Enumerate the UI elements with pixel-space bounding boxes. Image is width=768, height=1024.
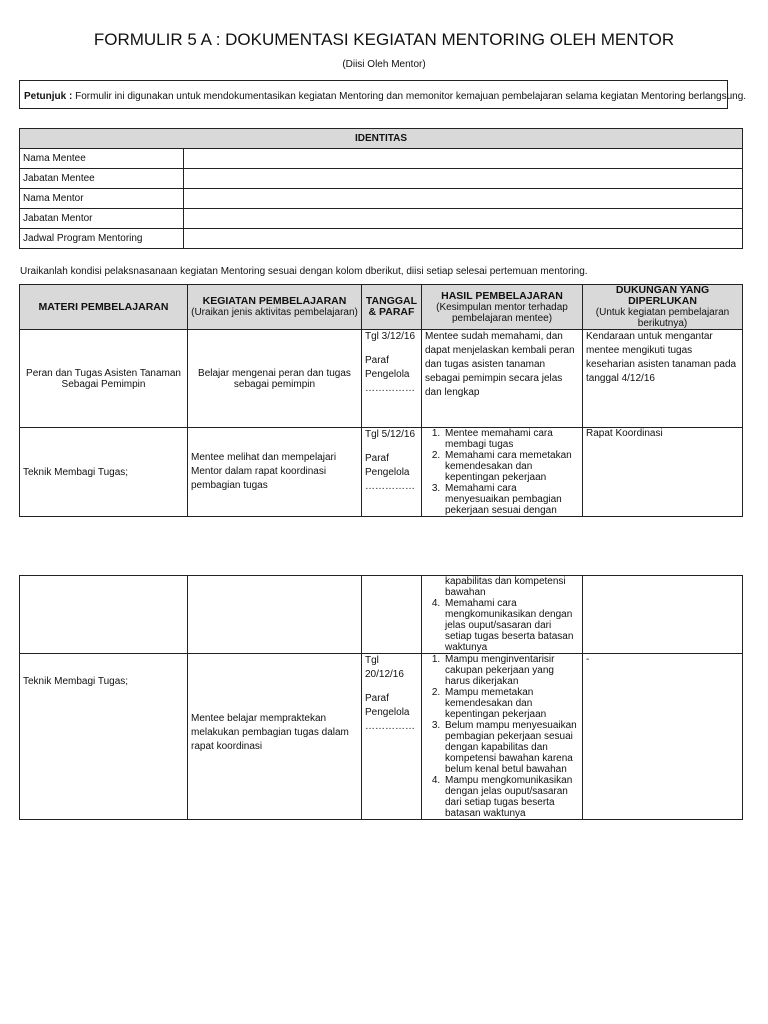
list-item: 3. Belum mampu menyesuaikan pembagian pekerjaan sesuai dengan kapabilitas dan kompetensi bawahan karena belum kenal betul bawahan (443, 720, 579, 775)
date-text: Tgl 5/12/16 (365, 429, 416, 440)
paraf-label: Paraf Pengelola (365, 693, 410, 718)
col-header-dukungan: DUKUNGAN YANG DIPERLUKAN (Untuk kegiatan pembelajaran berikutnya) (583, 285, 743, 330)
materi-cell (20, 576, 188, 654)
materi-cell: Teknik Membagi Tugas; (20, 654, 188, 820)
materi-cell: Peran dan Tugas Asisten Tanaman Sebagai Pemimpin (20, 330, 188, 428)
mentoring-table (19, 284, 743, 517)
table-row (20, 428, 743, 517)
continuation-text: kapabilitas dan kompetensi bawahan (445, 576, 566, 598)
identity-label: Jabatan Mentor (20, 209, 184, 229)
dukungan-cell: Rapat Koordinasi (583, 428, 743, 517)
identity-row (20, 189, 743, 209)
tanggal-cell (362, 428, 422, 517)
kegiatan-cell (188, 576, 362, 654)
paraf-label: Paraf Pengelola (365, 453, 410, 478)
list-item: 2. Memahami cara memetakan kemendesakan dan kepentingan pekerjaan (443, 450, 579, 483)
identity-table (19, 128, 743, 249)
col-header-tanggal: TANGGAL & PARAF (362, 285, 422, 330)
hasil-list (425, 598, 579, 653)
table-row (20, 330, 743, 428)
materi-cell: Teknik Membagi Tugas; (20, 428, 188, 517)
identity-value-field[interactable] (184, 189, 743, 209)
mentoring-table-continued (19, 575, 743, 820)
kegiatan-cell: Belajar mengenai peran dan tugas sebagai pemimpin (188, 330, 362, 428)
identity-value-field[interactable] (184, 169, 743, 189)
list-item: 3. Memahami cara menyesuaikan pembagian pekerjaan sesuai dengan (443, 483, 579, 516)
page-subtitle: (Diisi Oleh Mentor) (342, 59, 426, 70)
identity-row (20, 209, 743, 229)
identity-header: IDENTITAS (20, 129, 743, 149)
hasil-list (425, 654, 579, 819)
tanggal-cell (362, 654, 422, 820)
identity-value-field[interactable] (184, 149, 743, 169)
col-header-materi: MATERI PEMBELAJARAN (20, 285, 188, 330)
identity-row (20, 169, 743, 189)
paraf-label: Paraf Pengelola (365, 355, 410, 380)
hasil-cell (422, 576, 583, 654)
hasil-cell: Mentee sudah memahami, dan dapat menjelaskan kembali peran dan tugas asisten tanaman sebagai pemimpin secara jelas dan lengkap (422, 330, 583, 428)
identity-row (20, 229, 743, 249)
signature-line: …………… (365, 481, 415, 492)
instructions-label: Petunjuk : (24, 91, 73, 102)
hasil-cell (422, 654, 583, 820)
kegiatan-cell: Mentee belajar mempraktekan melakukan pembagian tugas dalam rapat koordinasi (188, 654, 362, 820)
dukungan-cell: - (583, 654, 743, 820)
instructions-text: Formulir ini digunakan untuk mendokumentasikan kegiatan Mentoring dan memonitor kemajuan pembelajaran selama kegiatan Mentoring berlangsung. (75, 91, 747, 102)
table-instruction: Uraikanlah kondisi pelaksnasanaan kegiatan Mentoring sesuai dengan kolom dberikut, diisi setiap selesai pertemuan mentoring. (20, 266, 588, 277)
table-header-row (20, 285, 743, 330)
identity-label: Nama Mentor (20, 189, 184, 209)
kegiatan-cell: Mentee melihat dan mempelajari Mentor dalam rapat koordinasi pembagian tugas (188, 428, 362, 517)
list-item: 4. Mampu mengkomunikasikan dengan jelas ouput/sasaran dari setiap tugas beserta batasan waktunya (443, 775, 579, 819)
col-header-kegiatan: KEGIATAN PEMBELAJARAN (Uraikan jenis aktivitas pembelajaran) (188, 285, 362, 330)
col-header-hasil: HASIL PEMBELAJARAN (Kesimpulan mentor terhadap pembelajaran mentee) (422, 285, 583, 330)
identity-row (20, 149, 743, 169)
signature-line: …………… (365, 383, 415, 394)
page-title: FORMULIR 5 A : DOKUMENTASI KEGIATAN MENTORING OLEH MENTOR (93, 30, 675, 49)
hasil-list (425, 428, 579, 516)
tanggal-cell (362, 330, 422, 428)
tanggal-cell (362, 576, 422, 654)
list-item: 2. Mampu memetakan kemendesakan dan kepentingan pekerjaan (443, 687, 579, 720)
instructions-box (19, 80, 747, 109)
identity-label: Nama Mentee (20, 149, 184, 169)
identity-label: Jadwal Program Mentoring (20, 229, 184, 249)
table-row (20, 576, 743, 654)
identity-value-field[interactable] (184, 209, 743, 229)
date-text: Tgl 20/12/16 (365, 655, 404, 680)
table-row (20, 654, 743, 820)
signature-line: …………… (365, 721, 415, 732)
dukungan-cell (583, 576, 743, 654)
dukungan-cell: Kendaraan untuk mengantar mentee mengikuti tugas keseharian asisten tanaman pada tanggal 4/12/16 (583, 330, 743, 428)
list-item: 1. Mampu menginventarisir cakupan pekerjaan yang harus dikerjakan (443, 654, 579, 687)
date-text: Tgl 3/12/16 (365, 331, 416, 342)
identity-value-field[interactable] (184, 229, 743, 249)
list-item: 1. Mentee memahami cara membagi tugas (443, 428, 579, 450)
list-item: 4. Memahami cara mengkomunikasikan dengan jelas ouput/sasaran dari setiap tugas beserta batasan waktunya (443, 598, 579, 653)
hasil-cell (422, 428, 583, 517)
identity-label: Jabatan Mentee (20, 169, 184, 189)
